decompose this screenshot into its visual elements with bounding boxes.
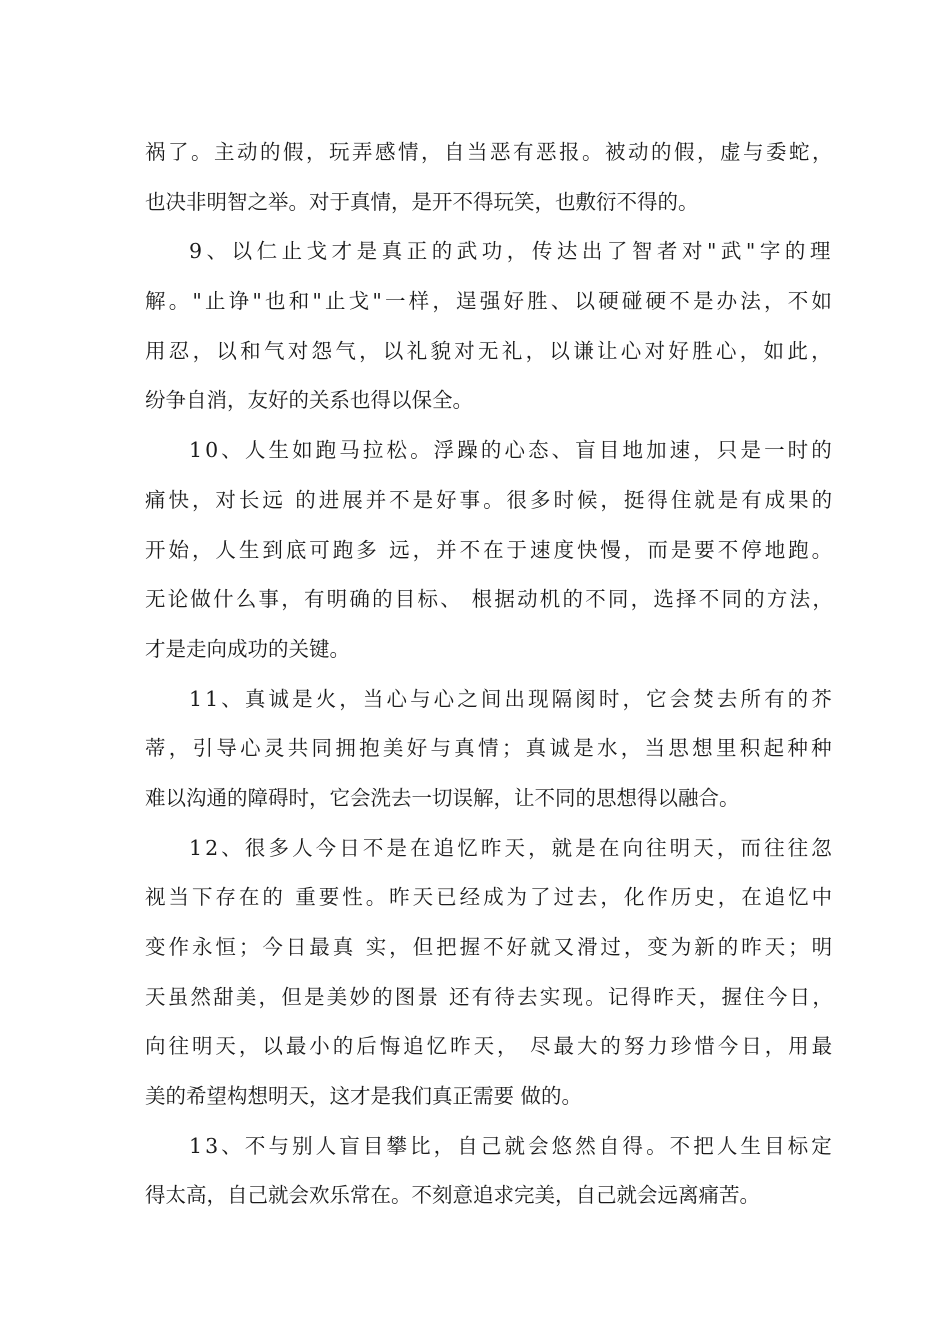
- document-body-text: [145, 128, 835, 1221]
- text-line: 视当下存在的 重要性。昨天已经成为了过去，化作历史，在追忆中: [145, 885, 836, 910]
- text-line: 难以沟通的障碍时，它会洗去一切误解，让不同的思想得以融合。: [145, 785, 740, 810]
- text-line: 11、真诚是火，当心与心之间出现隔阂时，它会焚去所有的芥: [189, 686, 835, 711]
- text-line: 用忍，以和气对怨气，以礼貌对无礼，以谦让心对好胜心，如此，: [145, 338, 835, 363]
- text-line: 也决非明智之举。对于真情，是开不得玩笑，也敷衍不得的。: [145, 189, 699, 214]
- text-line: 蒂，引导心灵共同拥抱美好与真情；真诚是水，当思想里积起种种: [145, 736, 835, 761]
- text-line: 美的希望构想明天，这才是我们真正需要 做的。: [145, 1084, 583, 1109]
- text-line: 天虽然甜美，但是美妙的图景 还有待去实现。记得昨天，握住今日，: [145, 984, 836, 1009]
- text-line: 12、很多人今日不是在追忆昨天，就是在向往明天，而往往忽: [189, 835, 835, 860]
- text-line: 纷争自消，友好的关系也得以保全。: [145, 388, 473, 413]
- text-line: 13、不与别人盲目攀比，自己就会悠然自得。不把人生目标定: [189, 1133, 835, 1158]
- text-line: 才是走向成功的关键。: [145, 636, 350, 661]
- text-line: 祸了。主动的假，玩弄感情，自当恶有恶报。被动的假，虚与委蛇，: [145, 140, 835, 164]
- text-line: 解。"止诤"也和"止戈"一样，逞强好胜、以硬碰硬不是办法，不如: [145, 289, 836, 314]
- text-line: 10、人生如跑马拉松。浮躁的心态、盲目地加速，只是一时的: [189, 438, 835, 463]
- text-line: 9、以仁止戈才是真正的武功，传达出了智者对"武"字的理: [189, 239, 835, 264]
- text-line: 变作永恒；今日最真 实，但把握不好就又滑过，变为新的昨天；明: [145, 935, 836, 959]
- text-line: 向往明天，以最小的后悔追忆昨天， 尽最大的努力珍惜今日，用最: [145, 1034, 836, 1059]
- text-line: 痛快，对长远 的进展并不是好事。很多时候，挺得住就是有成果的: [145, 487, 836, 512]
- text-line: 得太高，自己就会欢乐常在。不刻意追求完美，自己就会远离痛苦。: [145, 1183, 760, 1208]
- text-line: 开始，人生到底可跑多 远，并不在于速度快慢，而是要不停地跑。: [145, 537, 836, 562]
- text-line: 无论做什么事，有明确的目标、 根据动机的不同，选择不同的方法，: [145, 587, 836, 612]
